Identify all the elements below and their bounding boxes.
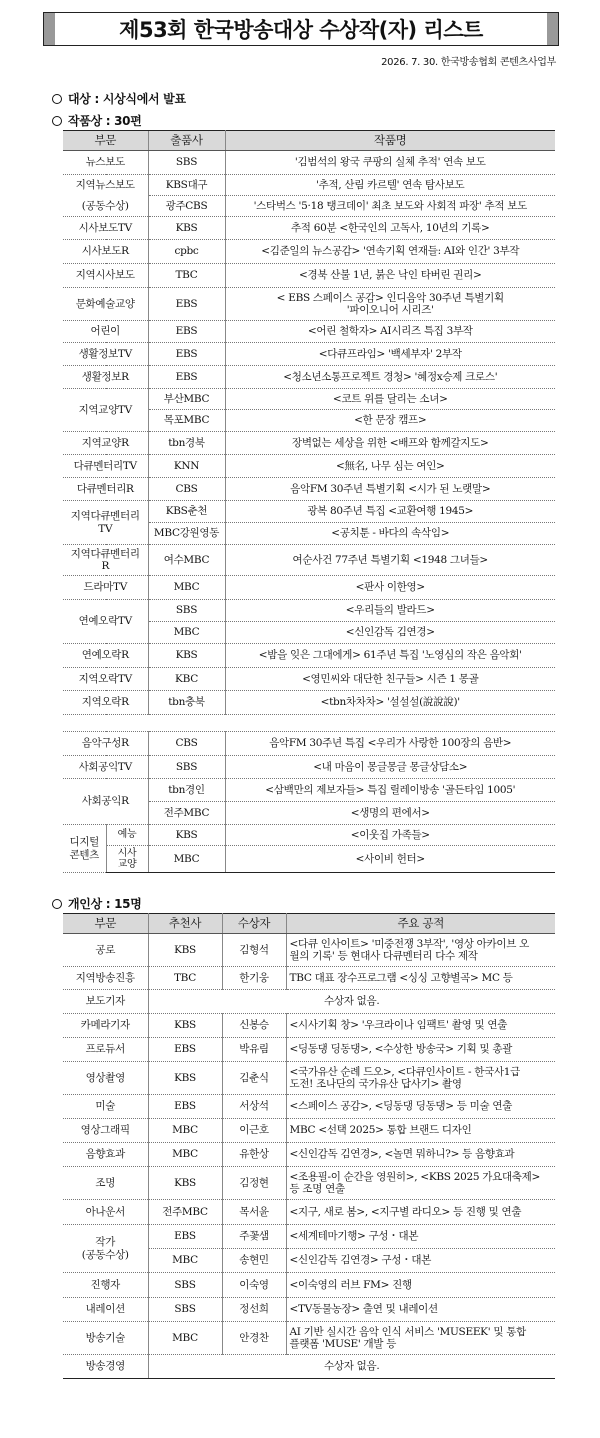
table-row: 연예오락TV SBS <우리들의 발라드> [63,600,555,622]
table-row: 연예오락R KBS <밤을 잊은 그대에게> 61주년 특집 '노영심의 작은 음악회' [63,644,555,668]
table-row: 지역뉴스보도 KBS대구 '추적, 산림 카르텔' 연속 탐사보도 [63,175,555,196]
circle-bullet-icon [52,899,62,909]
works-heading: 작품상 : 30편 [52,112,142,129]
table-row: 진행자 SBS 이숙영 <이숙영의 러브 FM> 진행 [63,1273,555,1298]
table-row: MBC 송현민 <신인감독 김연경> 구성・대본 [63,1249,555,1273]
works-table [63,130,555,873]
table-spacer-row [63,715,555,732]
header-winner: 수상자 [222,914,286,934]
individuals-table-header [63,914,555,934]
header-company: 출품사 [148,131,225,151]
individuals-table [63,913,555,1379]
header-category: 부문 [63,131,148,151]
table-row: 방송경영 수상자 없음. [63,1355,555,1379]
table-row: 미술 EBS 서상석 <스페이스 공감>, <딩동댕 딩동댕> 등 미술 연출 [63,1095,555,1119]
table-row: 다큐멘터리TV KNN <無名, 나무 심는 여인> [63,455,555,478]
header-recommender: 추천사 [148,914,222,934]
table-row: 지역오락TV KBC <영민씨와 대단한 친구들> 시즌 1 몽골 [63,668,555,691]
issuer-line: 2026. 7. 30. 한국방송협회 콘텐츠사업부 [381,57,556,68]
header-achievements: 주요 공적 [286,914,555,934]
table-row: 작가 (공동수상) EBS 주꽃샘 <세계테마기행> 구성・대본 [63,1225,555,1249]
table-row: MBC강원영동 <공치툰 - 바다의 속삭임> [63,523,555,545]
table-row: 공로 KBS 김형석 <다큐 인사이트> '미중전쟁 3부작', '영상 아카이브 오 월의 기록' 등 현대사 다큐멘터리 다수 제작 [63,934,555,967]
table-row: 영상그래픽 MBC 이근호 MBC <선택 2025> 통합 브랜드 디자인 [63,1119,555,1143]
individuals-heading: 개인상 : 15명 [52,895,142,912]
table-row: 다큐멘터리R CBS 음악FM 30주년 특별기획 <시가 된 노랫말> [63,478,555,501]
table-row: 보도기자 수상자 없음. [63,990,555,1014]
table-row: 드라마TV MBC <판사 이한영> [63,576,555,600]
table-row: 지역오락R tbn충북 <tbn차차차> '설설설(說說說)' [63,691,555,715]
table-row: MBC <신인감독 김연경> [63,622,555,644]
table-row: 조명 KBS 김정현 <조용필-이 순간을 영원히>, <KBS 2025 가요대축제> 등 조명 연출 [63,1167,555,1200]
table-row: 생활정보R EBS <청소년소통프로젝트 경청> '혜정x승제 크로스' [63,366,555,389]
title-banner [43,12,559,46]
works-table-header [63,131,555,151]
table-row: (공동수상) 광주CBS '스타벅스 '5·18 탱크데이' 최초 보도와 사회적 파장' 추적 보도 [63,196,555,217]
table-row: 사회공익R tbn경인 <삼백만의 제보자들> 특집 릴레이방송 '골든타임 1005' [63,779,555,802]
table-row: 카메라기자 KBS 신봉승 <시사기획 창> '우크라이나 임팩트' 촬영 및 연출 [63,1014,555,1038]
table-row: 디지털 콘텐츠 예능 KBS <이웃집 가족들> [63,825,555,846]
table-row: 지역시사보도 TBC <경북 산불 1년, 붉은 낙인 타버린 권리> [63,264,555,288]
table-row: 시사보도R cpbc <김준일의 뉴스공감> '연속기획 연재들: AI와 인간' 3부작 [63,240,555,264]
table-row: 프로듀서 EBS 박유림 <딩동댕 딩동댕>, <수상한 방송국> 기획 및 총괄 [63,1038,555,1062]
table-row: 문화예술교양 EBS < EBS 스페이스 공감> 인디음악 30주년 특별기획 '파이오니어 시리즈' [63,288,555,321]
table-row: 지역다큐멘터리 R 여수MBC 여순사건 77주년 특별기획 <1948 그녀들> [63,545,555,576]
page-title: 제53회 한국방송대상 수상작(자) 리스트 [119,18,483,42]
table-row: 지역다큐멘터리 TV KBS춘천 광복 80주년 특집 <교환여행 1945> [63,501,555,523]
table-row: 내레이션 SBS 정선희 <TV동물농장> 출연 및 내레이션 [63,1298,555,1322]
table-row: 생활정보TV EBS <다큐프라임> '백세부자' 2부작 [63,343,555,366]
table-row: 아나운서 전주MBC 목서윤 <지구, 새로 봄>, <지구별 라디오> 등 진행 및 연출 [63,1200,555,1225]
table-row: 시사보도TV KBS 추적 60분 <한국인의 고독사, 10년의 기록> [63,217,555,240]
table-row: 지역교양TV 부산MBC <코트 위를 달리는 소녀> [63,389,555,410]
table-row: 음악구성R CBS 음악FM 30주년 특집 <우리가 사랑한 100장의 음반> [63,732,555,756]
header-category: 부문 [63,914,148,934]
table-row: 방송기술 MBC 안경찬 AI 기반 실시간 음악 인식 서비스 'MUSEEK' 및 통합 플랫폼 'MUSE' 개발 등 [63,1322,555,1355]
circle-bullet-icon [52,94,62,104]
table-row: 음향효과 MBC 유한상 <신인감독 김연경>, <놀면 뭐하니?> 등 음향효과 [63,1143,555,1167]
table-row: 지역교양R tbn경북 장벽없는 세상을 위한 <배프와 함께갈지도> [63,432,555,455]
table-row: 지역방송진흥 TBC 한기웅 TBC 대표 장수프로그램 <싱싱 고향별곡> MC 등 [63,967,555,990]
grand-prize-heading: 대상 : 시상식에서 발표 [52,90,186,107]
header-work-title: 작품명 [225,131,555,151]
table-row: 영상촬영 KBS 김춘식 <국가유산 순례 드오>, <다큐인사이트 - 한국사1급 도전! 조나단의 국가유산 답사기> 촬영 [63,1062,555,1095]
table-row: 전주MBC <생명의 편에서> [63,802,555,825]
table-row: 시사 교양 MBC <사이비 헌터> [63,846,555,873]
circle-bullet-icon [52,116,62,126]
table-row: 사회공익TV SBS <내 마음이 몽글몽글 몽글상담소> [63,756,555,779]
table-row: 뉴스보도 SBS '김범석의 왕국 쿠팡의 실체 추적' 연속 보도 [63,151,555,175]
table-row: 어린이 EBS <어린 철학자> AI시리즈 특집 3부작 [63,321,555,343]
table-row: 목포MBC <한 문장 캠프> [63,410,555,432]
